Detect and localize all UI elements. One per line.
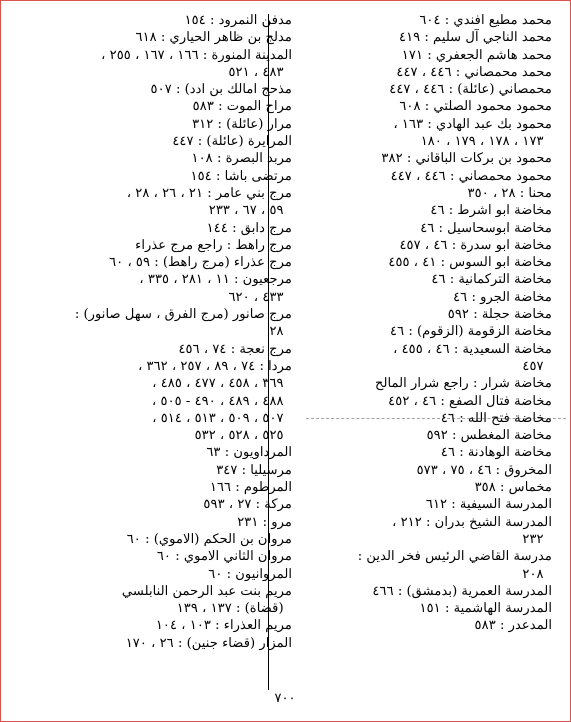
index-entry: مركة : ٢٧ ، ٥٩٣ xyxy=(203,497,292,513)
index-entry: مخاضة الوهادنة : ٤٦ xyxy=(440,445,552,461)
index-entry: مرج دابق : ١٤٤ xyxy=(206,220,292,236)
index-entry: مريم العذراء : ١٠٣ ، ١٠٤ xyxy=(155,618,292,634)
index-entry: محمود محمصاني : ٤٤٦ ، ٤٤٧ xyxy=(390,168,552,184)
index-column-right xyxy=(312,12,552,635)
index-column-left xyxy=(30,12,292,652)
index-entry: مدلج بن ظاهر الحياري : ٦١٨ xyxy=(135,30,292,46)
index-entry: المدعدر : ٥٨٣ xyxy=(474,618,552,634)
index-entry: محمصاني (عائلة) : ٤٤٦ ، ٤٤٧ xyxy=(389,82,552,98)
index-entry: مخاضة فتح الله : ٤٦ xyxy=(440,410,552,426)
index-entry: ٤٣٣ ، ٦٢٠ xyxy=(228,289,292,305)
index-entry: ٥٩ ، ٦٧ ، ٢٣٣ xyxy=(208,203,292,219)
index-entry: مربد البصرة : ١٠٨ xyxy=(191,151,292,167)
index-entry: محمد مطيع افندي : ٦٠٤ xyxy=(419,13,552,28)
index-entry: مرار (عائلة) : ٣١٢ xyxy=(192,116,292,132)
index-entry: مرج صانور (مرج الفرق ، سهل صانور) : xyxy=(74,307,292,323)
index-entry: مرج عذراء (مرج راهط) : ٥٩ ، ٦٠ xyxy=(109,255,292,271)
index-entry: مخاضة ابو اشرط : ٤٦ xyxy=(430,203,552,219)
index-entry: مخاضة حجلة : ٥٩٢ xyxy=(447,307,552,323)
index-entry: ٣٦٩ ، ٤٥٨ ، ٤٧٧ ، ٤٨٥ ، xyxy=(152,376,292,392)
document-page xyxy=(8,6,562,706)
index-entry: محمود بك عبد الهادي : ١٦٣ ، xyxy=(393,116,552,132)
index-entry: المدرسة الشيخ بدران : ٢١٢ ، xyxy=(392,514,552,530)
index-entry: محنا : ٢٨ ، ٣٥٠ xyxy=(467,185,552,201)
index-entry: مريم بنت عبد الرحمن النابلسي xyxy=(121,583,292,599)
index-entry: مرج راهط : راجع مرج عذراء xyxy=(135,237,292,253)
index-entry: ٢٠٨ xyxy=(522,566,552,582)
index-entry: مرج بني عامر : ٢١ ، ٢٦ ، ٢٨ ، xyxy=(126,185,292,201)
index-entry: مخاضة ابو السوس : ٤١ ، ٤٥٥ xyxy=(388,255,552,271)
index-entry: مخاضة المغطس : ٥٩٢ xyxy=(426,428,552,444)
index-entry: مراح الموت : ٥٨٣ xyxy=(192,99,292,115)
index-entry: المدرسة العمرية (بدمشق) : ٤٦٦ xyxy=(372,583,552,599)
index-entry: مروان بن الحكم (الاموي) : ٦٠ xyxy=(126,531,292,547)
index-entry: مذحج امالك بن ادد) : ٥٠٧ xyxy=(150,82,292,98)
index-entry: مرجعيون : ١١ ، ٢٨١ ، ٣٣٥ ، xyxy=(139,272,292,288)
index-entry: مخاضة الجرو : ٤٦ xyxy=(453,289,552,305)
index-entry: ٥٠٧ ، ٥٠٩ ، ٥١٣ ، ٥١٤ ، xyxy=(152,410,292,426)
index-entry: مرو : ٢٣١ xyxy=(237,514,292,530)
index-entry: محمد محمصاني : ٤٤٦ ، ٤٤٧ xyxy=(396,64,552,80)
index-entry: المروانيون : ٦٠ xyxy=(208,566,292,582)
index-entry: ٤٨٨ ، ٤٨٩ ، ٤٩٠ - ٥٠٥ ، xyxy=(152,393,292,409)
index-entry: مخاضة التركمانية : ٤٦ xyxy=(431,272,552,288)
index-entry: المخروق : ٤٦ ، ٧٥ ، ٥٧٣ xyxy=(416,462,552,478)
index-entry: محمود بن بركات الباقاني : ٣٨٢ xyxy=(381,151,552,167)
index-entry: ٤٨٣ ، ٥٢١ xyxy=(228,64,292,80)
index-entry: مخاضة ابو سدرة : ٤٦ ، ٤٥٧ xyxy=(399,237,552,253)
index-entry: المرداويون : ٦٣ xyxy=(206,445,292,461)
index-entry: مدفن النمرود : ١٥٤ xyxy=(184,13,292,28)
index-entry: ٤٥٧ xyxy=(522,358,552,374)
index-entry: المرطوم : ١٦٦ xyxy=(209,480,292,496)
index-entry: مخاضة ابوسحاسيل : ٤٦ xyxy=(420,220,552,236)
index-entry: مرج نعجة : ٧٤ ، ٤٥٦ xyxy=(178,341,292,357)
index-entry: محمود محمود الصلتي : ٦٠٨ xyxy=(399,99,552,115)
scan-noise-line xyxy=(306,406,566,419)
index-entry: ١٧٣ ، ١٧٨ ، ١٧٩ ، ١٨٠ xyxy=(420,134,552,150)
page-number: ٧٠٠ xyxy=(274,691,296,706)
index-entry: المرايرة (عائلة) : ٤٤٧ xyxy=(172,134,292,150)
index-entry: مخماس : ٣٥٨ xyxy=(474,480,552,496)
index-entry: مردا : ٧٤ ، ٨٩ ، ٢٥٧ ، ٣٦٢ ، xyxy=(138,358,292,374)
index-entry: مرسيليا : ٣٤٧ xyxy=(216,462,292,478)
index-entry: المزار (قضاء جنين) : ٢٦ ، ١٧٠ xyxy=(125,635,292,651)
index-entry: مدرسة القاضي الرئيس فخر الدين : xyxy=(357,549,552,565)
index-entry: ٢٨ xyxy=(269,324,292,340)
index-entry: ٢٣٢ xyxy=(522,531,552,547)
index-entry: المدينة المنورة : ١٦٦ ، ١٦٧ ، ٢٥٥ ، xyxy=(101,47,292,63)
index-entry: مخاضة شرار : راجع شرار المالح xyxy=(374,376,552,392)
index-entry: المدرسة الهاشمية : ١٥١ xyxy=(419,601,552,617)
index-entry: محمد هاشم الجعفري : ١٧١ xyxy=(401,47,552,63)
index-entry: محمد الناجي آل سليم : ٤١٩ xyxy=(398,30,552,46)
index-entry: ٥٢٥ ، ٥٢٨ ، ٥٣٢ xyxy=(194,428,292,444)
index-entry: مخاضة السعيدية : ٤٦ ، ٤٥٥ ، xyxy=(393,341,552,357)
index-entry: مروان الثاني الاموي : ٦٠ xyxy=(156,549,292,565)
index-entry: مرتضى باشا : ١٥٤ xyxy=(190,168,292,184)
index-entry: مخاضة فتال الصفع : ٤٦ ، ٤٥٢ xyxy=(388,393,552,409)
index-entry: (قضاة) : ١٣٧ ، ١٣٩ xyxy=(176,601,292,617)
index-entry: مخاضة الزقومة (الزقوم) : ٤٦ xyxy=(390,324,552,340)
index-entry: المدرسة السيفية : ٦١٢ xyxy=(425,497,552,513)
